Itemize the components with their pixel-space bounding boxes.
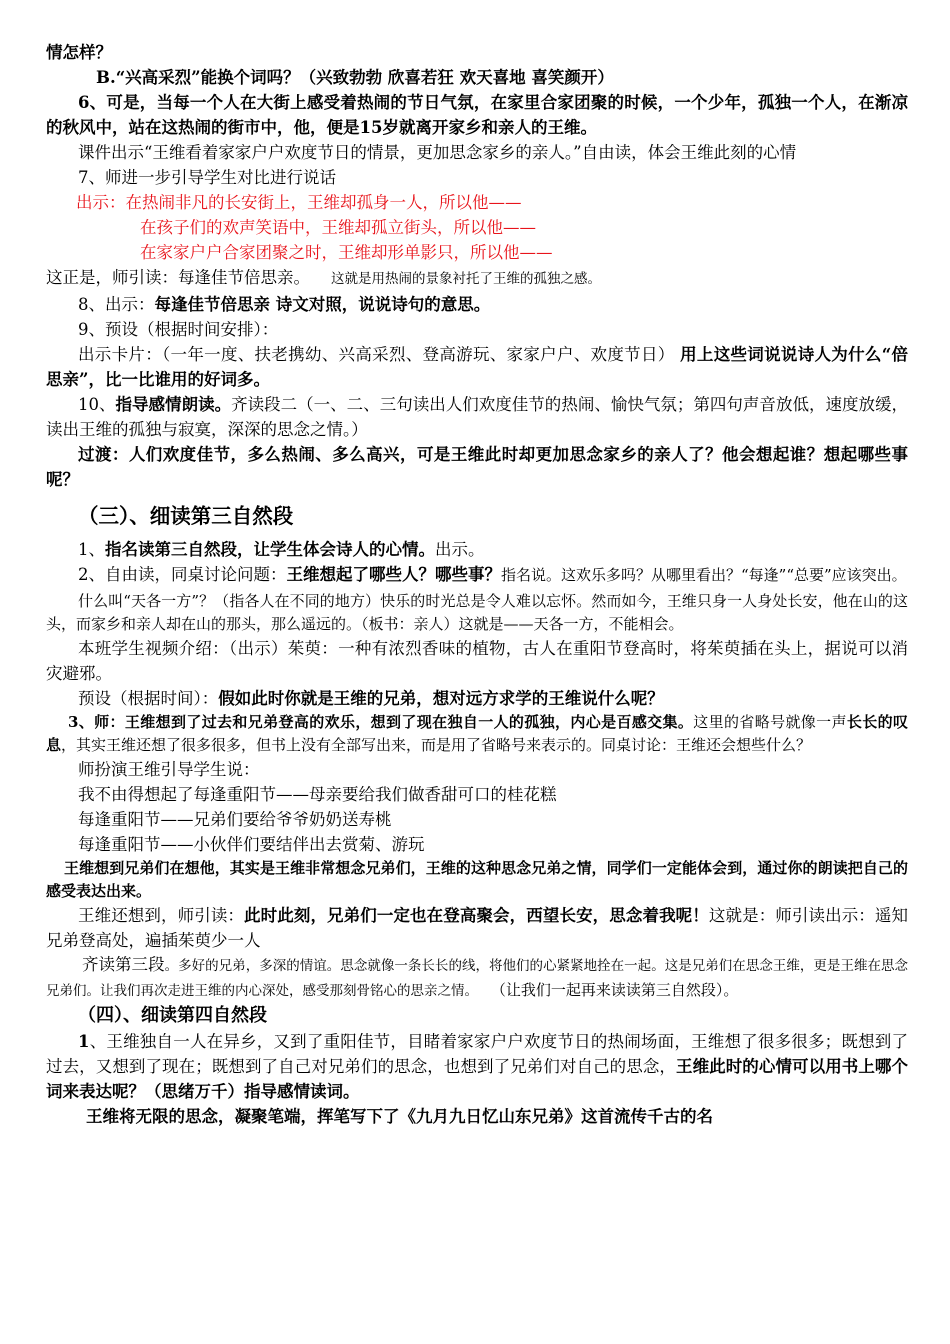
preset-question: 假如此时你就是王维的兄弟，想对远方求学的王维说什么呢？	[218, 689, 664, 708]
s4-step-1-bold: 王维此时的心情可以用书上哪个词来表达呢？（思绪万千）指导感情读词。	[46, 1057, 909, 1101]
s3-step-3	[46, 711, 908, 757]
card-line	[46, 342, 908, 392]
paragraph-6: 6、可是，当每一个人在大街上感受着热闹的节日气氛，在家里合家团聚的时候，一个少年，孤独一个人，在渐凉的秋风中，站在这热闹的街市中，他，便是15岁就离开家乡和亲人的王维。	[46, 93, 908, 137]
read-section-3-label: 齐读第三段	[82, 955, 165, 974]
s3-step-2-label: 2、自由读，同桌讨论问题：	[78, 565, 287, 584]
step-8-label: 8、出示：	[78, 295, 155, 314]
show-line-1: 出示：在热闹非凡的长安街上，王维却孤身一人，所以他——	[76, 193, 522, 212]
document-page	[46, 40, 908, 1129]
contrast-note: 这就是用热闹的景象衬托了王维的孤独之感。	[330, 271, 601, 287]
question-b: B.“兴高采烈”能换个词吗？（兴致勃勃 欣喜若狂 欢天喜地 喜笑颜开）	[96, 68, 614, 87]
card-task: 用上这些词说说诗人为什么“倍思亲”，比一比谁用的好词多。	[46, 345, 909, 389]
tiangeyifang: 什么叫“天各一方”？（指各人在不同的地方）快乐的时光总是令人难以忘怀。然而如今，王维只身一人身处长安，他在山的这头，而家乡和亲人却在山的那头，那么遥远的。（板书：亲人）这就是——天各一方，不能相会。	[46, 592, 908, 633]
s4-step-1	[46, 1029, 908, 1104]
recall-2: 每逢重阳节——兄弟们要给爷爷奶奶送寿桃	[78, 810, 392, 829]
also-think-bold: 此时此刻，兄弟们一定也在登高聚会，西望长安，思念着我呢！	[244, 906, 709, 925]
show-line-2: 在孩子们的欢声笑语中，王维却孤立街头，所以他——	[140, 218, 536, 237]
section-3-heading: （三）、细读第三自然段	[78, 504, 294, 528]
s3-step-1-text: 指名读第三自然段，让学生体会诗人的心情。	[105, 540, 435, 559]
card-words: 出示卡片：（一年一度、扶老携幼、兴高采烈、登高游玩、家家户户、欢度节日）	[78, 345, 675, 364]
s3-step-2-question: 王维想起了哪些人？哪些事？	[286, 565, 501, 584]
poem-intro: 王维将无限的思念，凝聚笔端，挥笔写下了《九月九日忆山东兄弟》这首流传千古的名	[86, 1107, 713, 1126]
preset	[46, 686, 908, 711]
s3-step-3-rest: ，其实王维还想了很多很多，但书上没有全部写出来，而是用了省略号来表示的。同桌讨论：王维还会想些什么？	[61, 736, 812, 754]
step-10-label: 10、	[78, 395, 116, 414]
guided-read: 这正是，师引读：每逢佳节倍思亲。	[46, 268, 310, 287]
s3-step-3-sigh: 长长的叹息	[46, 713, 908, 754]
step-10-text: 齐读段二（一、二、三句读出人们欢度佳节的热闹、愉快气氛；第四句声音放低，速度放缓，读出王维的孤独与寂寞，深深的思念之情。）	[46, 395, 909, 439]
guided-read-line	[46, 265, 908, 292]
preset-label: 预设（根据时间）：	[78, 689, 219, 708]
step-8	[46, 292, 908, 317]
transition: 过渡：人们欢度佳节，多么热闹、多么高兴，可是王维此时却更加思念家乡的亲人了？他会想起谁？想起哪些事呢？	[46, 445, 908, 489]
read-section-3-text: 。多好的兄弟，多深的情谊。思念就像一条长长的线，将他们的心紧紧地拴在一起。这是兄弟们在思念王维，更是王维在思念兄弟们。让我们再次走进王维的内心深处，感受那刻骨铭心的思亲之情。	[46, 958, 909, 999]
also-think-rest: 这就是：师引读出示：遥知兄弟登高处，遍插茱萸少一人	[46, 906, 909, 950]
recall-3: 每逢重阳节——小伙伴们要结伴出去赏菊、游玩	[78, 835, 425, 854]
s3-step-1-end: 出示。	[435, 540, 485, 559]
s3-step-2	[46, 562, 908, 587]
step-10-title: 指导感情朗读。	[115, 395, 232, 414]
zhuyu-intro: 本班学生视频介绍：（出示）茱萸：一种有浓烈香味的植物，古人在重阳节登高时，将茱萸插在头上，据说可以消灾避邪。	[46, 639, 908, 683]
step-9: 9、预设（根据时间安排）：	[78, 320, 279, 339]
s3-step-1	[46, 537, 908, 562]
s3-step-3-bold: 王维想到了过去和兄弟登高的欢乐，想到了现在独自一人的孤独，内心是百感交集。	[124, 713, 694, 731]
brothers-miss: 王维想到兄弟们在想他，其实是王维非常想念兄弟们，王维的这种思念兄弟之情，同学们一定能体会到，通过你的朗读把自己的感受表达出来。	[46, 859, 908, 900]
read-section-3	[46, 953, 908, 1003]
courseware-text: 课件出示“王维看着家家户户欢度节日的情景，更加思念家乡的亲人。”自由读，体会王维此刻的心情	[78, 143, 797, 162]
section-4-heading: （四）、细读第四自然段	[78, 1005, 267, 1026]
also-think-label: 王维还想到，师引读：	[78, 906, 245, 925]
s4-step-1-text: 、王维独自一人在异乡，又到了重阳佳节，目睹着家家户户欢度节日的热闹场面，王维想了很多很多；既想到了过去，又想到了现在；既想到了自己对兄弟们的思念，也想到了兄弟们对自己的思念，	[46, 1032, 908, 1076]
s3-step-3-text: 这里的省略号就像一声	[693, 713, 847, 731]
show-line-3: 在家家户户合家团聚之时，王维却形单影只，所以他——	[140, 243, 553, 262]
s3-step-1-label: 1、	[78, 540, 105, 559]
recall-1: 我不由得想起了每逢重阳节——母亲要给我们做香甜可口的桂花糕	[78, 785, 557, 804]
s3-step-2-text: 指名说。这欢乐多吗？从哪里看出？“每逢”“总要”应该突出。	[501, 566, 907, 584]
step-10	[46, 392, 908, 442]
step-7: 7、师进一步引导学生对比进行说话	[78, 168, 336, 187]
also-think	[46, 903, 908, 953]
read-section-3-end: （让我们一起再来读读第三自然段）。	[490, 981, 739, 999]
text-line: 情怎样？	[46, 43, 112, 62]
step-8-text: 每逢佳节倍思亲 诗文对照，说说诗句的意思。	[154, 295, 491, 314]
s3-step-3-label: 3、师：	[68, 713, 125, 731]
teacher-role: 师扮演王维引导学生说：	[78, 760, 260, 779]
s4-step-1-label: 1	[78, 1032, 90, 1051]
